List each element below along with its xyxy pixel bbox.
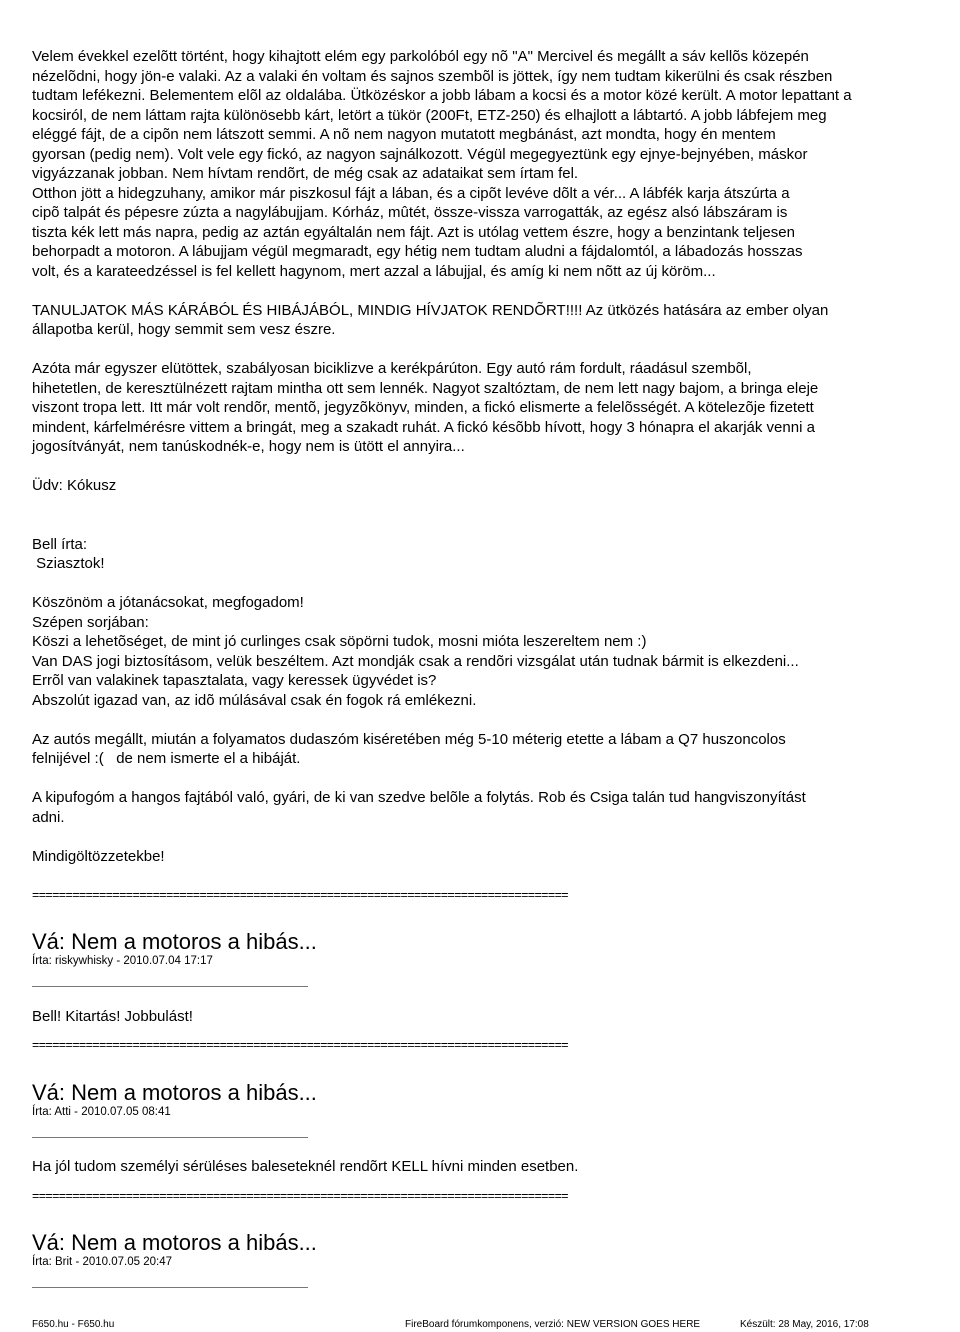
post-title: Vá: Nem a motoros a hibás... <box>32 929 317 954</box>
text-line: Otthon jött a hidegzuhany, amikor már piszkosul fájt a lában, és a cipõt levéve dõlt a vér... A lábfék karja átszúrta a <box>32 184 790 202</box>
post-meta: Írta: Atti - 2010.07.05 08:41 <box>32 1105 171 1118</box>
footer-component: FireBoard fórumkomponens, verzió: NEW VERSION GOES HERE <box>405 1319 701 1330</box>
text-line: Az autós megállt, miután a folyamatos dudaszóm kiséretében még 5-10 méterig etette a lábam a Q7 huszoncolos <box>32 730 786 748</box>
post-title: Vá: Nem a motoros a hibás... <box>32 1230 317 1255</box>
text-line: Köszönöm a jótanácsokat, megfogadom! <box>32 594 304 611</box>
post-text: Bell! Kitartás! Jobbulást! <box>32 1007 193 1025</box>
separator-line: ================================================================================ <box>32 1038 568 1052</box>
paragraph <box>32 593 932 710</box>
text-line: jogosítványát, nem tanúskodnék-e, hogy nem is ütött el annyira... <box>32 438 465 455</box>
text-line: Köszi a lehetõséget, de mint jó curlinges csak söpörni tudok, mosni mióta leszereltem nem :) <box>32 633 647 650</box>
text-line: Van DAS jogi biztosításom, velük beszéltem. Azt mondják csak a rendõri vizsgálat után tudnak bármit is elkezdeni... <box>32 652 799 670</box>
post-meta: Írta: riskywhisky - 2010.07.04 17:17 <box>32 955 213 967</box>
text-line: mindent, kárfelmérésre vittem a bringát, meg a szakadt ruhát. A fickó késõbb hívott, hogy 3 hónapra el akarják venni a <box>32 418 815 436</box>
paragraph <box>32 535 932 574</box>
text-line: cipõ talpát és pépesre zúzta a nagylábujjam. Kórház, mûtét, össze-vissza varrogatták, az egész alsó lábszáram is <box>32 204 788 221</box>
footer-site: F650.hu - F650.hu <box>32 1319 115 1330</box>
paragraph <box>32 359 932 457</box>
post-text: Ha jól tudom személyi sérüléses baleseteknél rendõrt KELL hívni minden esetben. <box>32 1158 579 1175</box>
text-line: viszont tropa lett. Itt már volt rendõr, mentõ, jegyzõkönyv, minden, a fickó elismerte a felelõsségét. A kötelezõje fizetett <box>32 399 814 416</box>
text-line: Bell írta: <box>32 535 88 553</box>
text-line: eléggé fájt, de a cipõn nem látszott semmi. A nõ nem nagyon mutatott megbánást, azt mondta, hogy én mentem <box>32 126 776 143</box>
text-line: tudtam lefékezni. Belementem elõl az oldalába. Ütközéskor a jobb lábam a kocsi és a motor közé került. A motor lepattant a <box>32 87 852 104</box>
post-title: Vá: Nem a motoros a hibás... <box>32 1079 317 1105</box>
text-line: nézelõdni, hogy jön-e valaki. Az a valaki én voltam és sajnos szembõl is jöttek, így nem tudtam kikerülni és csak részben <box>32 67 833 85</box>
reply-post-3 <box>32 1231 932 1288</box>
text-line: tiszta kék lett más napra, pedig az aztán egyáltalán nem fájt. Azt is utólag vettem észre, hogy a benzintank teljesen <box>32 223 795 241</box>
text-line: Errõl van valakinek tapasztalata, vagy keressek ügyvédet is? <box>32 672 437 689</box>
text-line: behorpadt a motoron. A lábujjam végül megmaradt, egy hétig nem tudtam aludni a fájdalomtól, a lábadozás hosszas <box>32 243 803 260</box>
paragraph <box>32 788 932 827</box>
text-line: TANULJATOK MÁS KÁRÁBÓL ÉS HIBÁJÁBÓL, MINDIG HÍVJATOK RENDÕRT!!!! Az ütközés hatására az ember olyan <box>32 301 829 319</box>
text-line: Szépen sorjában: <box>32 613 149 631</box>
paragraph <box>32 730 932 769</box>
text-line: Üdv: Kókusz <box>32 477 117 494</box>
text-line: állapotba kerül, hogy semmit sem vesz észre. <box>32 321 336 338</box>
forum-thread-page <box>32 47 932 1288</box>
text-line: felnijével :( de nem ismerte el a hibáját. <box>32 750 301 767</box>
separator-line: ================================================================================ <box>32 887 568 902</box>
page-footer <box>32 1319 932 1331</box>
paragraph <box>32 47 932 281</box>
text-line: Mindigöltözzetekbe! <box>32 847 165 865</box>
text-line: adni. <box>32 808 65 826</box>
reply-post-1 <box>32 930 932 1056</box>
text-line: Sziasztok! <box>32 555 105 572</box>
text-line: Azóta már egyszer elütöttek, szabályosan biciklizve a kerékpárúton. Egy autó rám fordult, ráadásul szembõl, <box>32 360 752 377</box>
text-line: A kipufogóm a hangos fajtából való, gyári, de ki van szedve belõle a folytás. Rob és Csiga talán tud hangviszonyítást <box>32 789 806 806</box>
separator-line: ================================================================================ <box>32 1188 568 1203</box>
main-post-body <box>32 47 932 886</box>
paragraph <box>32 476 932 496</box>
reply-post-2 <box>32 1081 932 1207</box>
paragraph <box>32 301 932 340</box>
paragraph <box>32 847 932 867</box>
text-line: Abszolút igazad van, az idõ múlásával csak én fogok rá emlékezni. <box>32 691 477 709</box>
text-line: kocsiról, de nem láttam rajta különösebb kárt, letört a tükör (200Ft, ETZ-250) és elhajlott a lábtartó. A jobb lábfejem meg <box>32 106 827 124</box>
text-line: hihetetlen, de keresztülnézett rajtam mintha ott sem lennék. Nagyot szaltóztam, de nem lett nagy bajom, a bringa eleje <box>32 379 819 397</box>
text-line: gyorsan (pedig nem). Volt vele egy fickó, az nagyon sajnálkozott. Végül megegyeztünk egy ejnye-bejnyében, máskor <box>32 145 808 163</box>
text-line: vigyázzanak jobban. Nem hívtam rendõrt, de még csak az adataikat sem írtam fel. <box>32 165 579 182</box>
footer-timestamp: Készült: 28 May, 2016, 17:08 <box>740 1319 869 1330</box>
text-line: Velem évekkel ezelõtt történt, hogy kihajtott elém egy parkolóból egy nõ "A" Mercivel és megállt a sáv kellõs közepén <box>32 48 809 65</box>
text-line: volt, és a karateedzéssel is fel kellett hagynom, mert azzal a lábujjal, és amíg ki nem nõtt az új köröm... <box>32 262 716 280</box>
post-divider <box>32 1287 308 1288</box>
post-meta: Írta: Brit - 2010.07.05 20:47 <box>32 1256 173 1268</box>
